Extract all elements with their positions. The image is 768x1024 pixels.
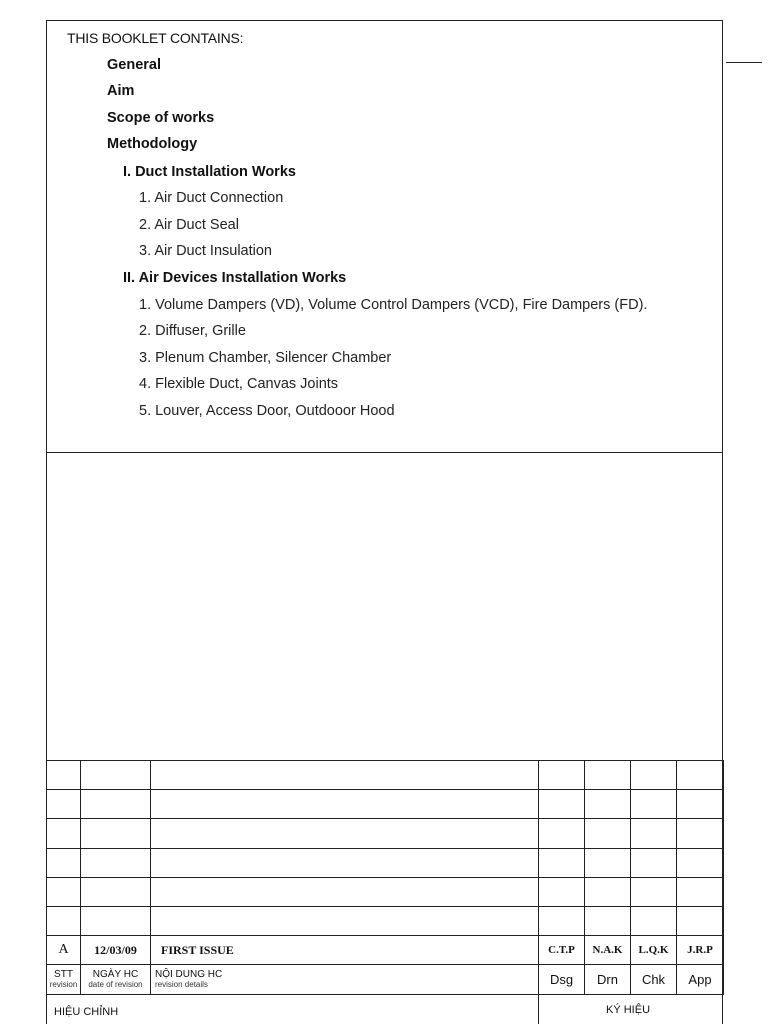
- table-row: [47, 877, 724, 906]
- section-methodology: Methodology: [107, 136, 198, 152]
- footer-divider: [538, 994, 539, 1024]
- part1-item: 2. Air Duct Seal: [139, 217, 239, 233]
- section-aim: Aim: [107, 83, 135, 99]
- table-row: [47, 761, 724, 790]
- drafter-initials: N.A.K: [585, 936, 631, 965]
- revision-details: FIRST ISSUE: [151, 936, 539, 965]
- approver-initials: J.R.P: [677, 936, 724, 965]
- part2-item: 4. Flexible Duct, Canvas Joints: [139, 376, 339, 392]
- table-row: [47, 906, 724, 935]
- date-label-en: date of revision: [88, 979, 143, 989]
- booklet-contents: [46, 20, 723, 453]
- revision-stt: A: [47, 936, 81, 965]
- part2-item: 1. Volume Dampers (VD), Volume Control Dampers (VCD), Fire Dampers (FD).: [139, 297, 648, 313]
- part2-item: 3. Plenum Chamber, Silencer Chamber: [139, 350, 392, 366]
- table-row: [47, 790, 724, 819]
- chk-label: Chk: [631, 965, 677, 994]
- part1-title: I. Duct Installation Works: [123, 164, 296, 180]
- table-row: [47, 819, 724, 848]
- part2-title: II. Air Devices Installation Works: [123, 270, 347, 286]
- stt-label-en: revision: [49, 979, 78, 989]
- margin-tick-mark: [726, 62, 762, 63]
- table-row: [47, 848, 724, 877]
- revision-table: [46, 760, 724, 995]
- revision-footer-label: HIỆU CHỈNH: [54, 1006, 119, 1018]
- revision-entry-row: [47, 936, 724, 965]
- app-label: App: [677, 965, 724, 994]
- details-label: NỘI DUNG HC: [155, 968, 223, 980]
- contents-intro: THIS BOOKLET CONTAINS:: [67, 30, 244, 46]
- section-scope: Scope of works: [107, 110, 215, 126]
- symbol-footer-label: KÝ HIỆU: [606, 1004, 651, 1016]
- revision-date: 12/03/09: [81, 936, 151, 965]
- date-label: NGÀY HC: [92, 968, 139, 980]
- details-label-en: revision details: [155, 979, 208, 989]
- part2-item: 5. Louver, Access Door, Outdooor Hood: [139, 403, 395, 419]
- section-general: General: [107, 57, 161, 73]
- part1-item: 3. Air Duct Insulation: [139, 243, 272, 259]
- drn-label: Drn: [585, 965, 631, 994]
- part1-item: 1. Air Duct Connection: [139, 190, 284, 206]
- checker-initials: L.Q.K: [631, 936, 677, 965]
- part2-item: 2. Diffuser, Grille: [139, 323, 246, 339]
- designer-initials: C.T.P: [539, 936, 585, 965]
- dsg-label: Dsg: [539, 965, 585, 994]
- stt-label: STT: [54, 968, 73, 980]
- revision-header-row: [47, 965, 724, 994]
- footer-block: [46, 994, 723, 1024]
